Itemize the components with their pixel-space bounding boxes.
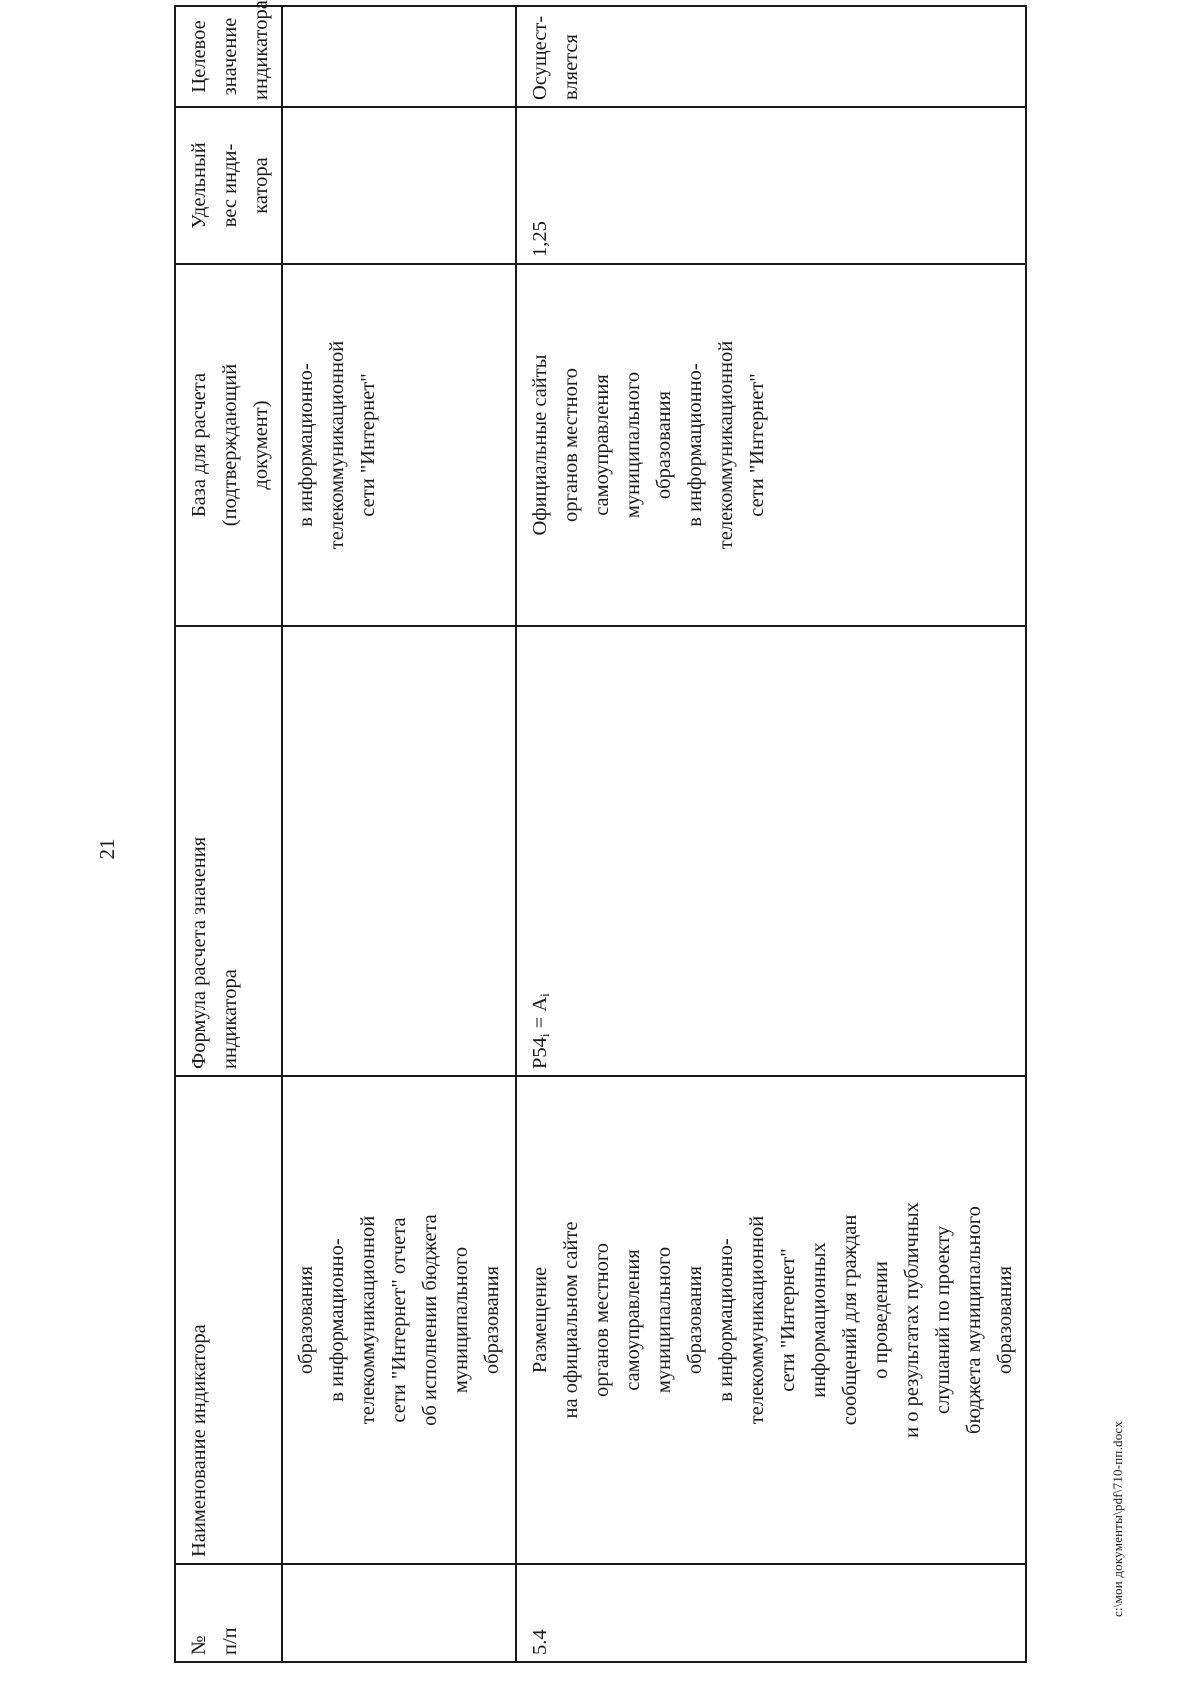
text-line: в информационно- [295, 363, 317, 527]
text-line: самоуправления [591, 374, 613, 516]
text-line: телекоммуникационной [715, 340, 737, 550]
text-line: в информационно- [326, 1238, 348, 1402]
header-name [175, 1076, 282, 1564]
text-line: телекоммуникационной [746, 1215, 768, 1425]
text-line: органов местного [560, 367, 582, 523]
text-line: (подтверждающий [219, 363, 241, 527]
text-line: индикатора [219, 969, 241, 1069]
cell-weight [282, 107, 516, 264]
text-line: образования [653, 390, 675, 500]
indicators-table [174, 0, 1027, 1663]
text-line: Целевое [188, 20, 210, 93]
cell-base [516, 264, 1026, 626]
text-line: информационных [808, 1242, 830, 1398]
text-line: слушаний по проекту [932, 1225, 954, 1415]
cell-target [282, 6, 516, 107]
text-line: органов местного [591, 1242, 613, 1398]
cell-target [516, 6, 1026, 107]
text-line: сети "Интернет" [357, 373, 379, 517]
text-line: об исполнении бюджета [419, 1214, 441, 1426]
text-line: сети "Интернет" отчета [388, 1217, 410, 1423]
table-row [282, 6, 516, 1662]
text-line: Формула расчета значения [188, 836, 210, 1069]
text-line: Официальные сайты [529, 354, 551, 536]
text-line: вес инди- [219, 143, 241, 228]
header-formula [175, 626, 282, 1076]
page-number: 21 [95, 838, 119, 860]
cell-weight: 1,25 [516, 107, 1026, 264]
text-line: значение [219, 17, 241, 96]
cell-number: 5.4 [516, 1564, 1026, 1662]
text-line: п/п [219, 1627, 241, 1655]
text-line: сообщений для граждан [839, 1214, 861, 1426]
text-line: муниципального [450, 1246, 472, 1394]
text-line: бюджета муниципального [963, 1206, 985, 1434]
text-line: катора [250, 157, 272, 214]
text-line: № [188, 1635, 210, 1655]
text-line: вляется [560, 34, 582, 100]
header-number [175, 1564, 282, 1662]
table-header-row [175, 6, 282, 1662]
text-line: образования [295, 1265, 317, 1375]
text-line: и о результатах публичных [901, 1202, 923, 1438]
cell-number [282, 1564, 516, 1662]
text-line: Осущест- [529, 15, 551, 100]
header-weight [175, 107, 282, 264]
formula-text: $Р54_i = А_i$ [529, 993, 552, 1069]
text-line: Удельный [188, 142, 210, 229]
text-line: документ) [250, 400, 272, 490]
text-line: сети "Интернет" [777, 1248, 799, 1392]
text-line: Размещение [529, 1266, 551, 1374]
cell-name [516, 1076, 1026, 1564]
text-line: сети "Интернет" [746, 373, 768, 517]
text-line: самоуправления [622, 1249, 644, 1391]
table-row [516, 6, 1026, 1662]
text-line: муниципального [622, 371, 644, 519]
text-line: о проведении [870, 1261, 892, 1379]
header-base [175, 264, 282, 626]
text-line: телекоммуникационной [326, 340, 348, 550]
cell-name [282, 1076, 516, 1564]
text-line: на официальном сайте [560, 1221, 582, 1419]
cell-formula [282, 626, 516, 1076]
footer-file-path: c:\мои документы\pdf\710-пп.docx [1110, 1420, 1125, 1617]
text-line: Наименование индикатора [188, 1324, 210, 1557]
text-line: индикатора [250, 0, 272, 100]
text-line: в информационно- [715, 1238, 737, 1402]
header-target [175, 0, 282, 107]
text-line: образования [684, 1265, 706, 1375]
text-line: образования [481, 1265, 503, 1375]
text-line: образования [994, 1265, 1016, 1375]
cell-formula [516, 626, 1026, 1076]
cell-base [282, 264, 516, 626]
text-line: телекоммуникационной [357, 1215, 379, 1425]
text-line: муниципального [653, 1246, 675, 1394]
text-line: в информационно- [684, 363, 706, 527]
text-line: База для расчета [188, 372, 210, 518]
